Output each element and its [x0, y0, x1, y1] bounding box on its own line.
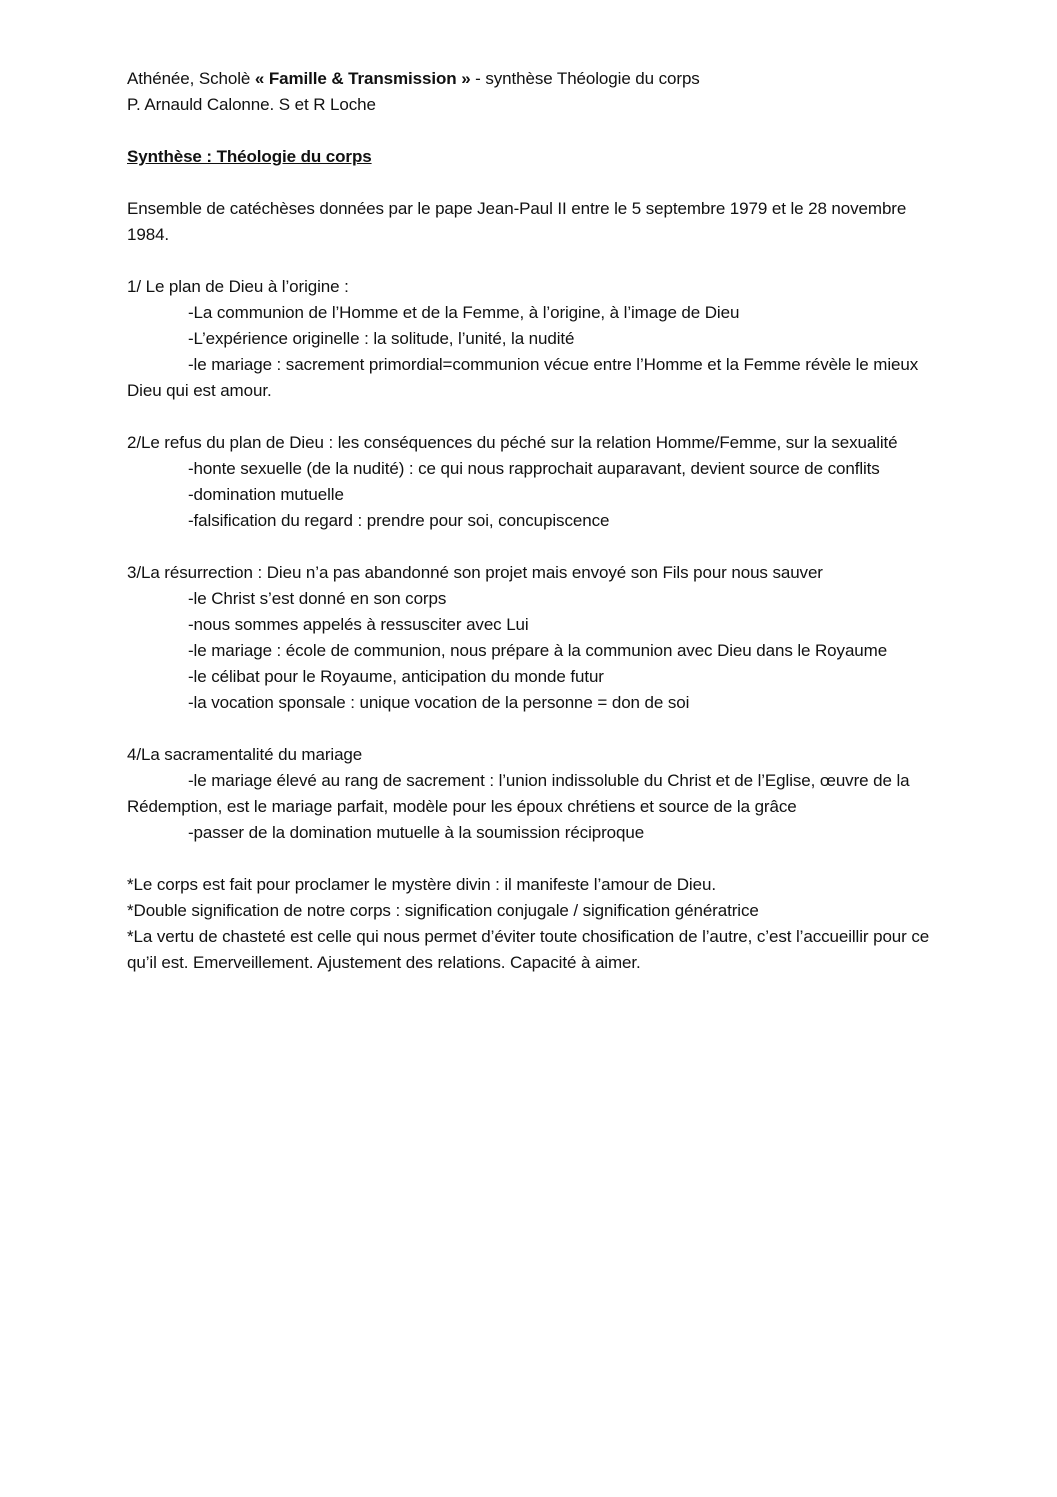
section-1-heading: 1/ Le plan de Dieu à l’origine : [127, 277, 349, 296]
header-prefix: Athénée, Scholè [127, 69, 255, 88]
section-4-item: -le mariage élevé au rang de sacrement : l’union indissoluble du Christ et de l’Eglise, œuvre de la Rédemption, est le mariage parfait, modèle pour les époux chrétiens et source de la grâce [127, 771, 910, 816]
header-line-1 [127, 66, 947, 92]
section-3-item: -nous sommes appelés à ressusciter avec Lui [188, 615, 529, 634]
conclusion-point: *Double signification de notre corps : signification conjugale / signification génératrice [127, 901, 759, 920]
section-2-item: -falsification du regard : prendre pour soi, concupiscence [188, 511, 610, 530]
document-title: Synthèse : Théologie du corps [127, 147, 372, 166]
section-4-heading: 4/La sacramentalité du mariage [127, 745, 363, 764]
header-line-2: P. Arnauld Calonne. S et R Loche [127, 95, 376, 114]
section-3-item: -la vocation sponsale : unique vocation de la personne = don de soi [188, 693, 690, 712]
header-suffix: - synthèse Théologie du corps [470, 69, 700, 88]
section-2-item: -domination mutuelle [188, 485, 344, 504]
section-2-item: -honte sexuelle (de la nudité) : ce qui nous rapprochait auparavant, devient source de conflits [188, 459, 880, 478]
section-1-item: -L’expérience originelle : la solitude, l’unité, la nudité [188, 329, 575, 348]
section-3-item: -le mariage : école de communion, nous prépare à la communion avec Dieu dans le Royaume [188, 641, 888, 660]
section-3-item: -le Christ s’est donné en son corps [188, 589, 447, 608]
section-4-item: -passer de la domination mutuelle à la soumission réciproque [188, 823, 645, 842]
conclusion-point: *Le corps est fait pour proclamer le mystère divin : il manifeste l’amour de Dieu. [127, 875, 716, 894]
section-2-heading: 2/Le refus du plan de Dieu : les conséquences du péché sur la relation Homme/Femme, sur la sexualité [127, 433, 898, 452]
header-bold-title: « Famille & Transmission » [254, 69, 471, 88]
section-1-item: -La communion de l’Homme et de la Femme, à l’origine, à l’image de Dieu [188, 303, 740, 322]
conclusion-point: *La vertu de chasteté est celle qui nous permet d’éviter toute chosification de l’autre, c’est l’accueillir pour ce qu’il est. Emerveillement. Ajustement des relations. Capacité à aimer. [127, 927, 930, 972]
intro-paragraph: Ensemble de catéchèses données par le pape Jean-Paul II entre le 5 septembre 1979 et le 28 novembre 1984. [127, 199, 907, 244]
document-body [127, 66, 947, 976]
section-3-item: -le célibat pour le Royaume, anticipation du monde futur [188, 667, 604, 686]
section-1-item: -le mariage : sacrement primordial=communion vécue entre l’Homme et la Femme révèle le mieux Dieu qui est amour. [127, 355, 919, 400]
section-3-heading: 3/La résurrection : Dieu n’a pas abandonné son projet mais envoyé son Fils pour nous sauver [127, 563, 823, 582]
